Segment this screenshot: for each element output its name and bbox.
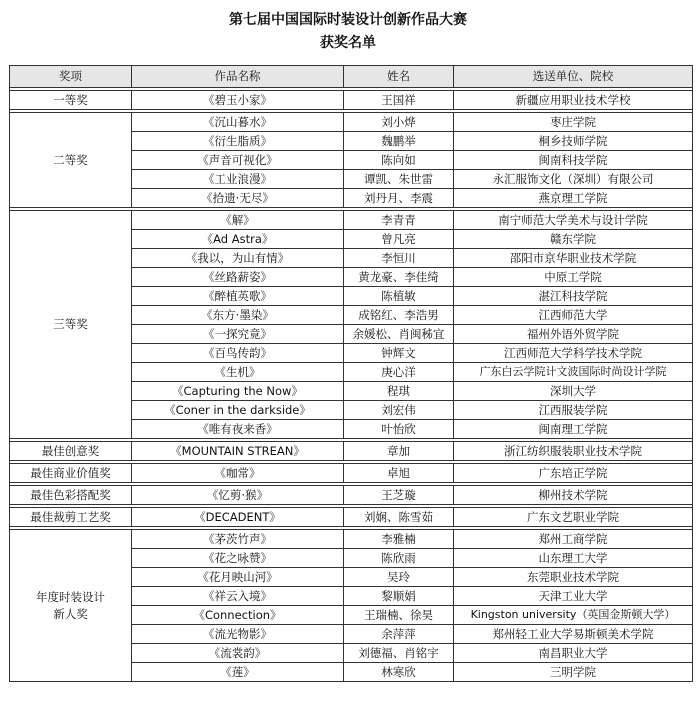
table-row [10, 530, 693, 549]
table-row [10, 91, 693, 110]
institution-cell: 福州外语外贸学院 [454, 325, 693, 344]
work-title-cell: 《DECADENT》 [132, 508, 344, 527]
award-cell: 一等奖 [10, 91, 132, 110]
name-cell: 吴玲 [344, 568, 454, 587]
work-title-cell: 《我以，为山有情》 [132, 249, 344, 268]
name-cell: 程琪 [344, 382, 454, 401]
name-cell: 魏鹏举 [344, 132, 454, 151]
work-title-cell: 《Capturing the Now》 [132, 382, 344, 401]
name-cell: 陈向如 [344, 151, 454, 170]
award-cell [10, 530, 132, 682]
institution-cell: 赣东学院 [454, 230, 693, 249]
award-cell: 最佳裁剪工艺奖 [10, 508, 132, 527]
institution-cell: 中原工学院 [454, 268, 693, 287]
table-row [10, 486, 693, 505]
name-cell: 王瑞楠、徐昊 [344, 606, 454, 625]
institution-cell: 燕京理工学院 [454, 189, 693, 208]
work-title-cell: 《百鸟传韵》 [132, 344, 344, 363]
name-cell: 刘小烨 [344, 113, 454, 132]
work-title-cell: 《Ad Astra》 [132, 230, 344, 249]
header-institution: 选送单位、院校 [454, 66, 693, 88]
institution-cell: 新疆应用职业技术学校 [454, 91, 693, 110]
work-title-cell: 《沉山暮水》 [132, 113, 344, 132]
institution-cell: 山东理工大学 [454, 549, 693, 568]
institution-cell: 柳州技术学院 [454, 486, 693, 505]
institution-cell: 江西师范大学科学技术学院 [454, 344, 693, 363]
institution-cell: 桐乡技师学院 [454, 132, 693, 151]
page-subtitle: 获奖名单 [320, 35, 376, 51]
institution-cell: 广东文艺职业学院 [454, 508, 693, 527]
award-line: 新人奖 [53, 606, 88, 621]
institution-cell: 闽南理工学院 [454, 420, 693, 439]
work-title-cell: 《生机》 [132, 363, 344, 382]
work-title-cell: 《咖常》 [132, 464, 344, 483]
work-title-cell: 《茅茨竹声》 [132, 530, 344, 549]
institution-cell: 广东培正学院 [454, 464, 693, 483]
award-cell: 最佳创意奖 [10, 442, 132, 461]
header-award: 奖项 [10, 66, 132, 88]
institution-cell: 枣庄学院 [454, 113, 693, 132]
name-cell: 李青青 [344, 211, 454, 230]
institution-cell: 郑州工商学院 [454, 530, 693, 549]
work-title-cell: 《唯有夜来香》 [132, 420, 344, 439]
work-title-cell: 《声音可视化》 [132, 151, 344, 170]
name-cell: 刘丹月、李震 [344, 189, 454, 208]
name-cell: 章加 [344, 442, 454, 461]
work-title-cell: 《一探究竟》 [132, 325, 344, 344]
name-cell: 钟辉文 [344, 344, 454, 363]
page-title: 第七届中国国际时装设计创新作品大赛 [229, 12, 467, 28]
name-cell: 余萍萍 [344, 625, 454, 644]
table-header-row [10, 66, 693, 88]
work-title-cell: 《Coner in the darkside》 [132, 401, 344, 420]
institution-cell: Kingston university（英国金斯顿大学） [454, 606, 693, 625]
award-line: 年度时装设计 [36, 589, 105, 604]
name-cell: 李雅楠 [344, 530, 454, 549]
institution-cell: 南宁师范大学美术与设计学院 [454, 211, 693, 230]
work-title-cell: 《MOUNTAIN STREAN》 [132, 442, 344, 461]
work-title-cell: 《醉植英歌》 [132, 287, 344, 306]
table-row [10, 508, 693, 527]
institution-cell: 湛江科技学院 [454, 287, 693, 306]
table-row [10, 442, 693, 461]
work-title-cell: 《忆剪·猴》 [132, 486, 344, 505]
institution-cell: 深圳大学 [454, 382, 693, 401]
work-title-cell: 《Connection》 [132, 606, 344, 625]
name-cell: 刘娴、陈雪茹 [344, 508, 454, 527]
institution-cell: 江西服装学院 [454, 401, 693, 420]
award-cell: 二等奖 [10, 113, 132, 208]
table-row [10, 211, 693, 230]
name-cell: 叶怡欣 [344, 420, 454, 439]
name-cell: 王芝璇 [344, 486, 454, 505]
name-cell: 成铭红、李浩男 [344, 306, 454, 325]
institution-cell: 南昌职业大学 [454, 644, 693, 663]
header-work-title: 作品名称 [132, 66, 344, 88]
name-cell: 刘宏伟 [344, 401, 454, 420]
work-title-cell: 《碧玉小家》 [132, 91, 344, 110]
header-name: 姓名 [344, 66, 454, 88]
name-cell: 刘德福、肖铭宇 [344, 644, 454, 663]
name-cell: 庚心洋 [344, 363, 454, 382]
institution-cell: 三明学院 [454, 663, 693, 682]
name-cell: 卓旭 [344, 464, 454, 483]
name-cell: 王国祥 [344, 91, 454, 110]
name-cell: 陈植敏 [344, 287, 454, 306]
work-title-cell: 《东方·墨染》 [132, 306, 344, 325]
institution-cell: 天津工业大学 [454, 587, 693, 606]
name-cell: 曾凡亮 [344, 230, 454, 249]
name-cell: 李恒川 [344, 249, 454, 268]
work-title-cell: 《花月映山河》 [132, 568, 344, 587]
work-title-cell: 《工业浪漫》 [132, 170, 344, 189]
name-cell: 黎顺娟 [344, 587, 454, 606]
name-cell: 余媛松、肖闽秭宜 [344, 325, 454, 344]
institution-cell: 江西师范大学 [454, 306, 693, 325]
table-row [10, 113, 693, 132]
name-cell: 林寒欣 [344, 663, 454, 682]
table-row [10, 464, 693, 483]
work-title-cell: 《拾遗·无尽》 [132, 189, 344, 208]
work-title-cell: 《祥云入境》 [132, 587, 344, 606]
name-cell: 谭凯、朱世雷 [344, 170, 454, 189]
institution-cell: 广东白云学院计文波国际时尚设计学院 [454, 363, 693, 382]
name-cell: 陈欣雨 [344, 549, 454, 568]
work-title-cell: 《花之咏赞》 [132, 549, 344, 568]
awards-table [9, 65, 693, 682]
work-title-cell: 《衍生脂质》 [132, 132, 344, 151]
award-cell: 最佳商业价值奖 [10, 464, 132, 483]
work-title-cell: 《解》 [132, 211, 344, 230]
award-cell: 最佳色彩搭配奖 [10, 486, 132, 505]
institution-cell: 永汇服饰文化（深圳）有限公司 [454, 170, 693, 189]
work-title-cell: 《流光物影》 [132, 625, 344, 644]
name-cell: 黄龙豪、李佳绮 [344, 268, 454, 287]
work-title-cell: 《丝路薪姿》 [132, 268, 344, 287]
institution-cell: 浙江纺织服装职业技术学院 [454, 442, 693, 461]
institution-cell: 邵阳市京华职业技术学院 [454, 249, 693, 268]
institution-cell: 闽南科技学院 [454, 151, 693, 170]
table-body [10, 88, 693, 682]
institution-cell: 东莞职业技术学院 [454, 568, 693, 587]
work-title-cell: 《流裳韵》 [132, 644, 344, 663]
institution-cell: 郑州轻工业大学易斯顿美术学院 [454, 625, 693, 644]
work-title-cell: 《莲》 [132, 663, 344, 682]
award-cell: 三等奖 [10, 211, 132, 439]
